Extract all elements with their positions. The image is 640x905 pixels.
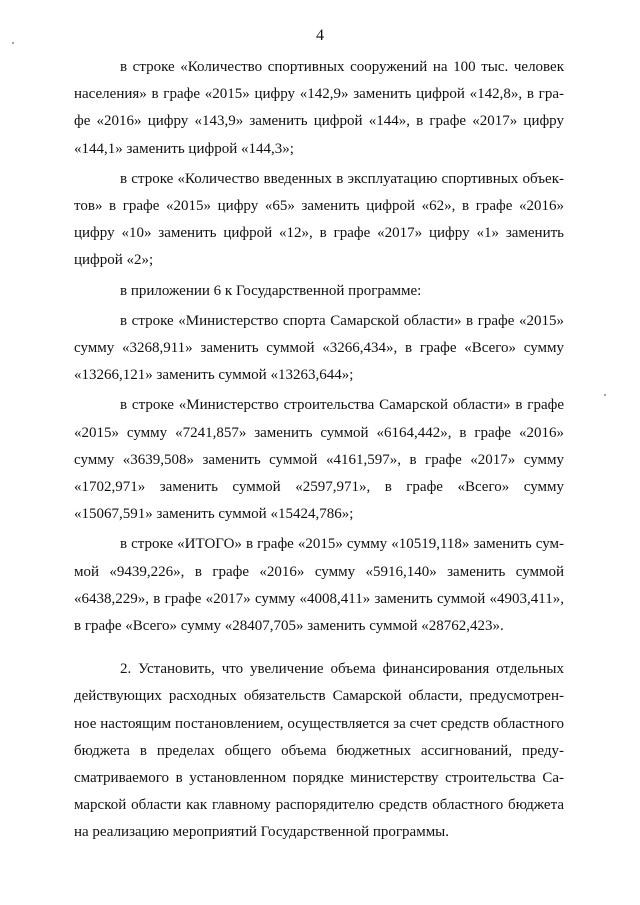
scan-speck: [604, 394, 606, 396]
page-number: 4: [316, 27, 324, 44]
paragraph-ministry-of-construction: в строке «Министерство строительства Самарской области» в графе «2015» сумму «7241,857» заменить суммой «6164,442», в графе «2016» сумму «3639,508» заменить суммой «4161,597», в графе «2017» сумму «1702,971» заменить суммой «2597,971», в графе «Всего» сумму «15067,591» заменить суммой «15424,786»;: [74, 397, 564, 523]
paragraph-appendix-6: в приложении 6 к Государственной программе:: [120, 282, 422, 299]
document-body: [74, 54, 564, 847]
paragraph-total: в строке «ИТОГО» в графе «2015» сумму «10519,118» заменить суммой «9439,226», в графе «2016» сумму «5916,140» заменить суммой «6438,229», в графе «2017» сумму «4008,411» заменить суммой «4903,411», в графе «Всего» сумму «28407,705» заменить суммой «28762,423».: [74, 536, 564, 635]
paragraph-ministry-of-sport: в строке «Министерство спорта Самарской области» в графе «2015» сумму «3268,911» заменить суммой «3266,434», в графе «Всего» сумму «13266,121» заменить суммой «13263,644»;: [74, 312, 564, 384]
scan-speck: [12, 42, 14, 44]
paragraph-section-2: 2. Установить, что увеличение объема финансирования отдельных действующих расходных обязательств Самарской области, предусмотренное настоящим постановлением, осуществляется за счет средств областного бюджета в пределах общего объема бюджетных ассигнований, предусматриваемого в установленном порядке министерству строительства Самарской области как главному распорядителю средств областного бюджета на реализацию мероприятий Государственной программы.: [74, 661, 564, 841]
paragraph-sport-facilities: в строке «Количество спортивных сооружений на 100 тыс. человек населения» в графе «2015» цифру «142,9» заменить цифрой «142,8», в графе «2016» цифру «143,9» заменить цифрой «144», в графе «2017» цифру «144,1» заменить цифрой «144,3»;: [74, 59, 564, 157]
paragraph-commissioned-objects: в строке «Количество введенных в эксплуатацию спортивных объектов» в графе «2015» цифру «65» заменить цифрой «62», в графе «2016» цифру «10» заменить цифрой «12», в графе «2017» цифру «1» заменить цифрой «2»;: [74, 170, 564, 269]
